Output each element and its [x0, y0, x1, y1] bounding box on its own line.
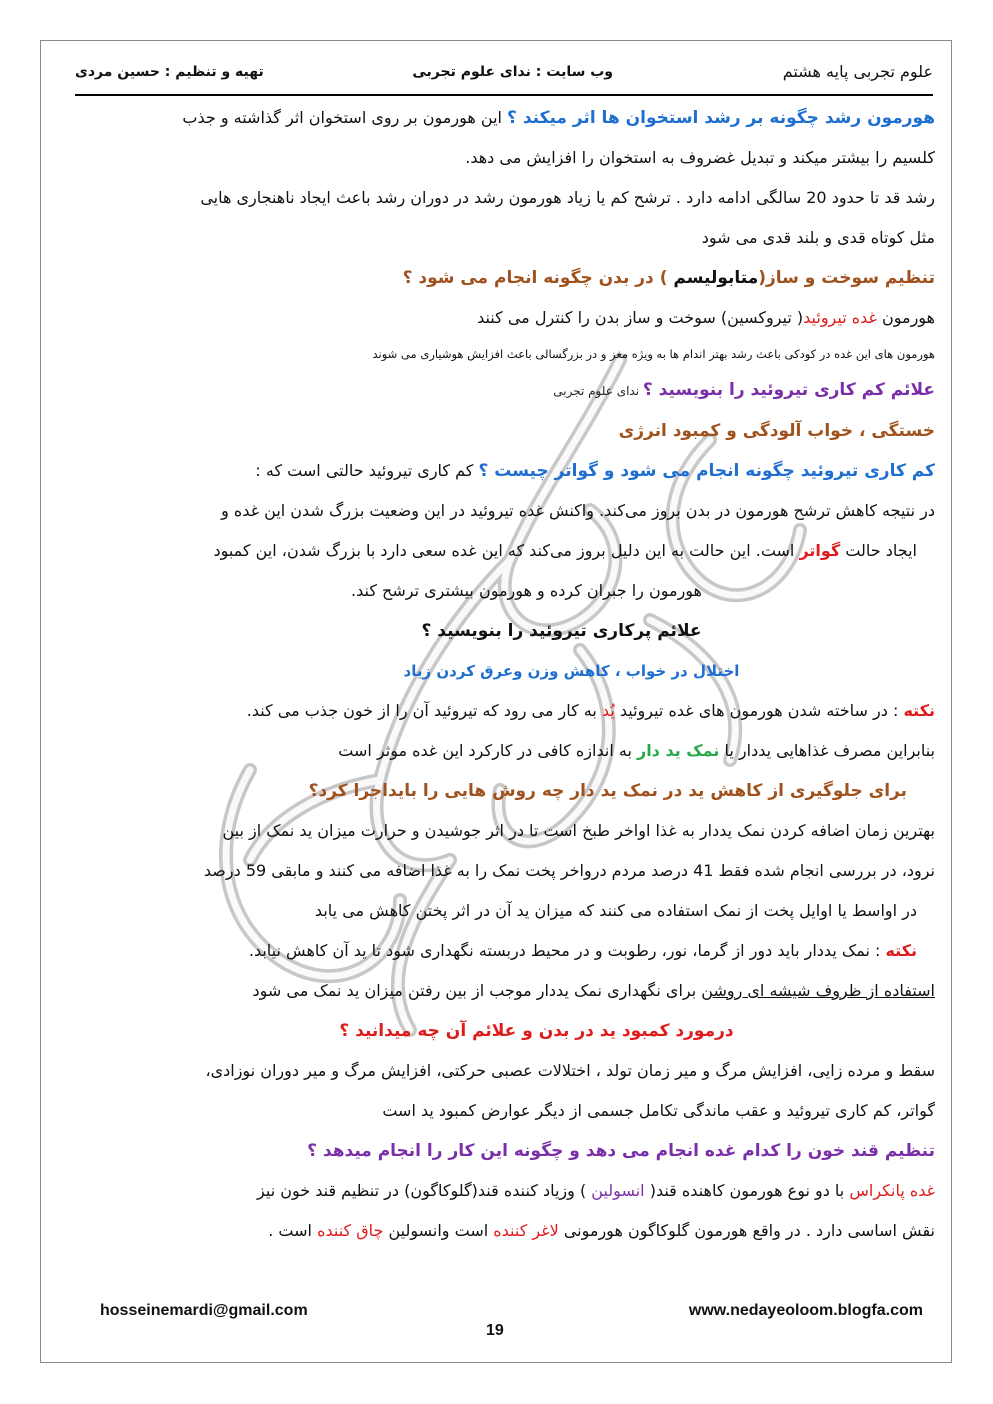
goiter-question: کم کاری تیروئید چگونه انجام می شود و گواتر چیست ؟ — [478, 461, 935, 481]
blood-sugar-a1-post: ) وزیاد کننده قند(گلوکاگون) در تنظیم قند خون نیز — [257, 1181, 592, 1200]
header-website: وب سایت : ندای علوم تجربی — [412, 64, 613, 80]
footer-website: www.nedayeoloom.blogfa.com — [688, 1302, 923, 1319]
goiter-answer-1: در نتیجه کاهش ترشح هورمون در بدن بروز می‌کند. واکنش غده تیروئید در این وضعیت بزرگ شدن این غده و — [221, 501, 935, 520]
prevention-note-text: : نمک یددار باید دور از گرما، نور، رطوبت و در محیط دربسته نگهداری شود تا ید آن کاهش نیابد. — [248, 941, 886, 960]
prevention-answer-2: نرود، در بررسی انجام شده فقط 41 درصد مردم درواخر پخت نمک را به غذا اضافه می کنند و مابقی 59 درصد — [203, 861, 935, 880]
hypo-signs-site: ندای علوم تجربی — [553, 384, 643, 398]
growth-question-line — [78, 98, 935, 138]
blood-sugar-answer-1 — [78, 1171, 935, 1211]
iodine-note-line-1 — [78, 691, 935, 731]
metabolism-answer — [78, 298, 935, 338]
glass-container-underlined: استفاده از ظروف شیشه ای روشن — [701, 981, 935, 1000]
page-footer — [100, 1302, 923, 1326]
growth-answer-3: رشد قد تا حدود 20 سالگی ادامه دارد . ترشح کم یا زیاد هورمون رشد در دوران رشد باعث ایجاد ناهنجاری هایی — [200, 188, 935, 207]
goiter-term: گواتر — [799, 541, 841, 560]
growth-question: هورمون رشد چگونه بر رشد استخوان ها اثر میکند ؟ — [507, 108, 935, 128]
metabolism-note: هورمون های این غده در کودکی باعث رشد بهتر اندام ها به ویژه مغز و در بزرگسالی باعث افزایش هوشیاری می شوند — [372, 347, 935, 361]
blood-sugar-a2-pre: نقش اساسی دارد . در واقع هورمون گلوکاگون هورمونی — [558, 1221, 935, 1240]
metabolism-q-part3: ) در بدن چگونه انجام می شود ؟ — [402, 268, 674, 288]
iodine-note-label: نکته — [903, 701, 935, 720]
hypo-signs-answer: خستگی ، خواب آلودگی و کمبود انرژی — [618, 421, 935, 441]
blood-sugar-question: تنظیم قند خون را کدام غده انجام می دهد و چگونه این کار را انجام میدهد ؟ — [307, 1141, 935, 1161]
glass-container-post: برای نگهداری نمک یددار موجب از بین رفتن میزان ید نمک می شود — [252, 981, 702, 1000]
hyper-signs-question: علائم پرکاری تیروئید را بنویسید ؟ — [421, 621, 702, 641]
pancreas-term: غده پانکراس — [849, 1181, 935, 1200]
metabolism-a-pre: هورمون — [876, 308, 935, 327]
blood-sugar-a1-mid: با دو نوع هورمون کاهنده قند( — [644, 1181, 850, 1200]
page-header — [75, 62, 933, 98]
metabolism-a-post: ( تیروکسین) سوخت و ساز بدن را کنترل می کنند — [477, 308, 804, 327]
main-content — [78, 98, 935, 1251]
slimming-term: لاغر کننده — [493, 1221, 559, 1240]
hypo-signs-question-line — [78, 370, 935, 411]
blood-sugar-answer-2 — [78, 1211, 935, 1251]
metabolism-q-part1: تنظیم سوخت و ساز( — [758, 268, 935, 288]
goiter-answer-0: کم کاری تیروئید حالتی است که : — [255, 461, 479, 480]
blood-sugar-a2-post: است . — [268, 1221, 318, 1240]
glass-container-line — [78, 971, 935, 1011]
goiter-answer-3: هورمون را جبران کرده و هورمون بیشتری ترشح کند. — [351, 581, 702, 600]
iodine-note-line-2 — [78, 731, 935, 771]
header-course-title: علوم تجربی پایه هشتم — [782, 62, 933, 81]
goiter-answer-2 — [78, 531, 935, 571]
deficiency-answer-1: سقط و مرده زایی، افزایش مرگ و میر زمان تولد ، اختلالات عصبی حرکتی، افزایش مرگ و میر دوران نوزادی، — [205, 1061, 935, 1080]
deficiency-question: درمورد کمبود ید در بدن و علائم آن چه میدانید ؟ — [339, 1021, 734, 1041]
growth-answer-2: کلسیم را بیشتر میکند و تبدیل غضروف به استخوان را افزایش می دهد. — [465, 148, 935, 167]
iodine-note-t3: بنابراین مصرف غذاهایی یددار یا — [719, 741, 935, 760]
metabolism-q-term: متابولیسم — [673, 268, 759, 288]
header-author — [75, 64, 264, 80]
prevention-answer-3: در اواسط یا اوایل پخت از نمک استفاده می کنند که میزان ید آن در اثر پختن کاهش می یابد — [314, 901, 917, 920]
goiter-a2-pre: ایجاد حالت — [840, 541, 917, 560]
growth-answer-1: این هورمون بر روی استخوان اثر گذاشته و جذب — [182, 108, 508, 127]
deficiency-answer-2: گواتر، کم کاری تیروئید و عقب ماندگی تکامل جسمی از دیگر عوارض کمبود ید است — [382, 1101, 935, 1120]
thyroid-term: غده تیروئید — [803, 308, 877, 327]
iodine-note-t4: به اندازه کافی در کارکرد این غده موثر است — [338, 741, 637, 760]
iodized-salt-term: نمک ید دار — [636, 741, 720, 760]
fattening-term: چاق کننده — [317, 1221, 384, 1240]
footer-email: hosseinemardi@gmail.com — [100, 1302, 308, 1319]
blood-sugar-a2-mid: است وانسولین — [383, 1221, 494, 1240]
hypo-signs-question: علائم کم کاری تیروئید را بنویسید ؟ — [642, 380, 935, 400]
iodine-term: یُد — [601, 701, 615, 720]
insulin-term: انسولین — [591, 1181, 645, 1200]
prevention-answer-1: بهترین زمان اضافه کردن نمک یددار به غذا اواخر طبخ است تا در اثر جوشیدن و حرارت میزان ید نمک از بین — [222, 821, 935, 840]
growth-answer-4: مثل کوتاه قدی و بلند قدی می شود — [701, 228, 935, 247]
iodine-note-t2: به کار می رود که تیروئید آن را از خون جذب می کند. — [246, 701, 602, 720]
goiter-question-line — [78, 451, 935, 491]
header-author-name: حسین مردی — [75, 64, 160, 80]
header-divider — [75, 94, 933, 96]
prevention-note — [78, 931, 935, 971]
prevention-note-label: نکته — [885, 941, 917, 960]
metabolism-question — [78, 258, 935, 298]
hyper-signs-answer: اختلال در خواب ، کاهش وزن وعرق کردن زیاد — [403, 662, 740, 680]
goiter-a2-post: است. این حالت به این دلیل بروز می‌کند که این غده سعی دارد با بزرگ شدن، این کمبود — [213, 541, 800, 560]
prevention-question: برای جلوگیری از کاهش ید در نمک ید دار چه روش هایی را بایداجرا کرد؟ — [308, 781, 907, 801]
iodine-note-t1: : در ساخته شدن هورمون های غده تیروئید — [614, 701, 904, 720]
header-author-label: تهیه و تنظیم : — [164, 64, 264, 80]
page-number: 19 — [486, 1322, 504, 1339]
